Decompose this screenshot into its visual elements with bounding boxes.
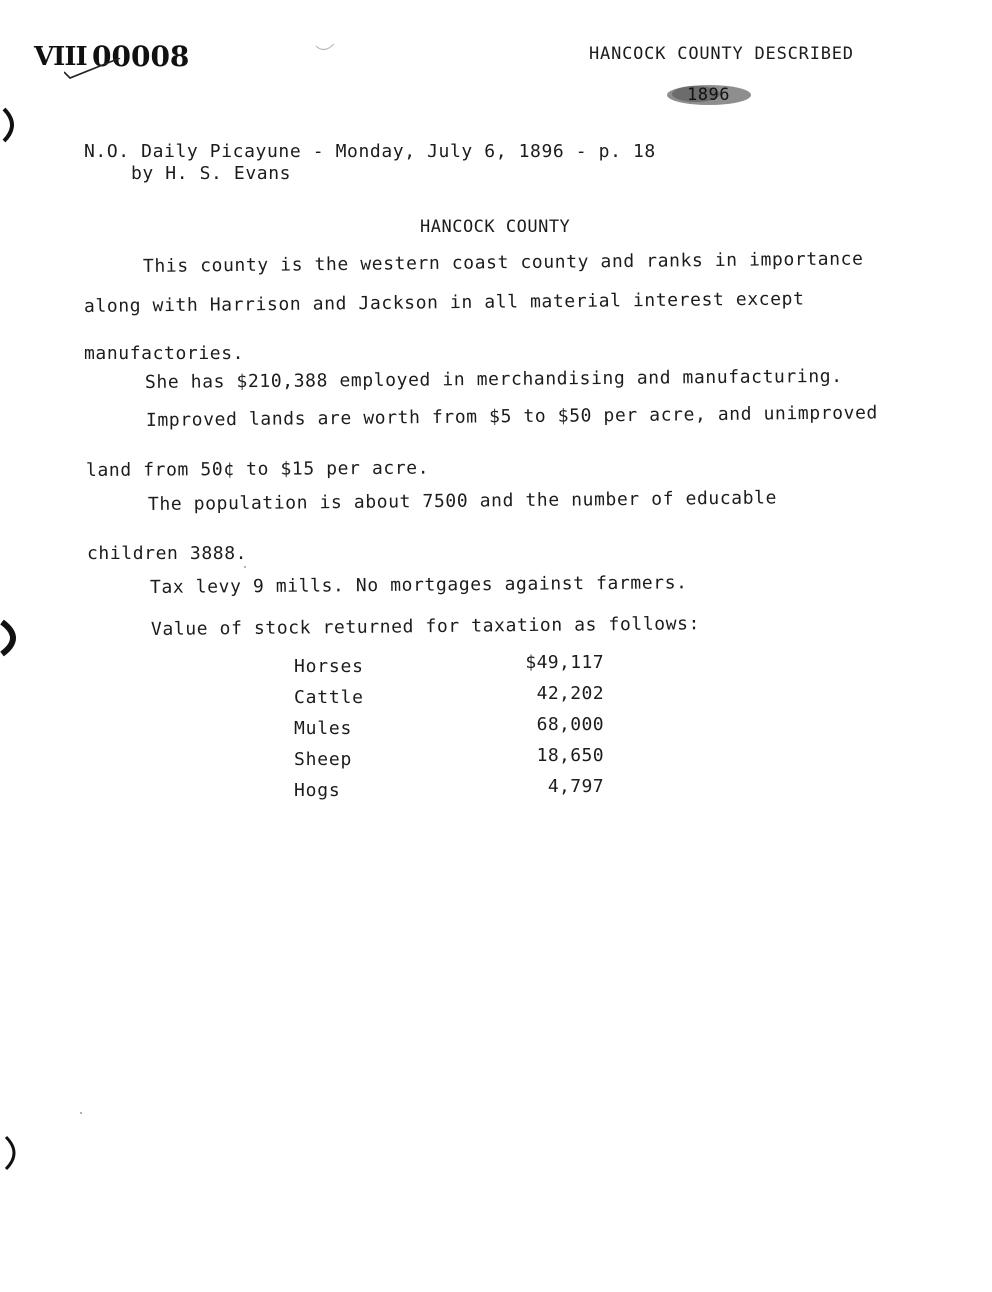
stock-animal: Hogs [294,780,341,801]
stamp-number: 00008 [92,40,190,73]
source-citation: N.O. Daily Picayune - Monday, July 6, 1896 - p. 18 [84,141,656,162]
paragraph-line: She has $210,388 employed in merchandising and manufacturing. [144,365,843,393]
stock-value: $49,117 [525,652,604,673]
stock-value: 18,650 [536,745,604,766]
paragraph-line: Value of stock returned for taxation as follows: [150,613,701,640]
header-year: 1896 [687,85,730,105]
document-header-title: HANCOCK COUNTY DESCRIBED [589,44,854,64]
stock-animal: Sheep [294,749,353,770]
paper-speck [80,1112,82,1114]
punch-hole-icon [0,1133,22,1173]
paragraph-line: Tax levy 9 mills. No mortgages against farmers. [149,572,688,598]
stock-value: 68,000 [536,714,604,735]
stock-animal: Horses [294,656,364,677]
stock-value: 42,202 [536,683,604,704]
paragraph-line: This county is the western coast county and ranks in importance [142,248,864,277]
section-title: HANCOCK COUNTY [420,217,571,237]
stamp-roman-numeral: VIII [34,42,87,72]
stock-value: 4,797 [547,776,604,797]
punch-hole-icon [0,618,22,658]
paragraph-line: land from 50¢ to $15 per acre. [85,457,430,481]
punch-hole-icon [0,105,22,145]
author-byline: by H. S. Evans [131,163,292,184]
check-mark-icon [64,58,124,80]
table-row [294,652,624,683]
stock-animal: Cattle [294,687,364,708]
stock-animal: Mules [294,718,353,739]
paragraph-line: along with Harrison and Jackson in all material interest except [83,288,805,317]
paragraph-line: manufactories. [84,343,245,364]
table-row [294,776,624,807]
table-row [294,745,624,776]
paragraph-line: The population is about 7500 and the number of educable [147,487,778,515]
stock-value-table [294,652,624,807]
paragraph-line: Improved lands are worth from $5 to $50 per acre, and unimproved [145,402,879,431]
archive-stamp [34,36,204,80]
ink-smudge-icon [314,42,336,54]
table-row [294,714,624,745]
paper-speck [244,566,246,568]
table-row [294,683,624,714]
paragraph-line: children 3888. [87,543,248,564]
